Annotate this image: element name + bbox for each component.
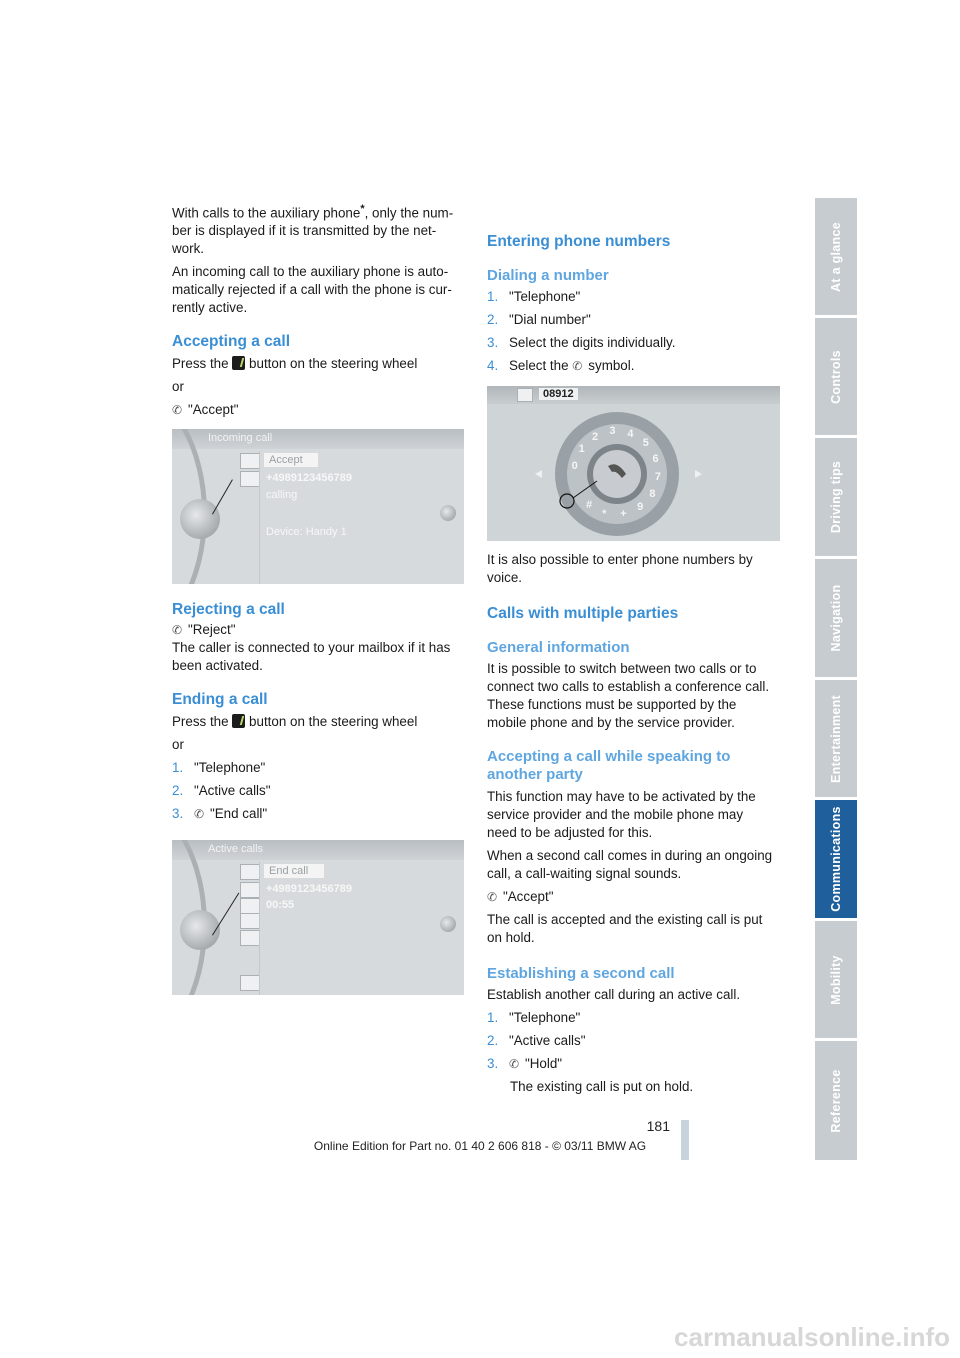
page-number: 181 [646, 1118, 670, 1134]
dial-digit: * [602, 507, 607, 520]
function-paragraph: This function may have to be activated by the service provider and the mobile phone may need to be adjusted for this. [487, 789, 756, 840]
dial-wheel [487, 386, 780, 541]
accepting-heading: Accepting a call [172, 333, 291, 351]
screen-title: Active calls [208, 843, 264, 856]
accept-menu-item: Accept [264, 453, 318, 467]
entering-heading: Entering phone numbers [487, 233, 671, 250]
steering-wheel-phone-button-icon [232, 714, 245, 728]
dial-digit: 1 [578, 442, 585, 455]
press-instruction: Press the button on the steering wheel [172, 356, 418, 372]
dial-digit: 7 [654, 470, 661, 483]
section-tabs [815, 198, 857, 1160]
reject-call-icon [240, 471, 260, 487]
phone-accept-icon: ✆ [172, 403, 183, 418]
list-item: 1. "Telephone" [487, 1010, 581, 1025]
list-item: 2. "Dial number" [487, 312, 591, 327]
device-name: Device: Handy 1 [266, 526, 347, 539]
end-call-menu-item: End call [264, 864, 324, 878]
voice-paragraph: It is also possible to enter phone numbers by voice. [487, 552, 753, 585]
screen-title: Incoming call [208, 432, 273, 445]
controller-knob-icon [180, 499, 220, 539]
auto-reject-paragraph: An incoming call to the auxiliary phone is auto- matically rejected if a call with the phone is cur- rently active. [172, 264, 452, 316]
dial-digit: 6 [652, 452, 659, 465]
press-instruction-end: Press the button on the steering wheel [172, 714, 418, 730]
list-item: 1. "Telephone" [172, 760, 266, 776]
tab-driving-tips[interactable]: Driving tips [815, 438, 857, 556]
caller-number: +4989123456789 [266, 472, 352, 485]
ending-heading: Ending a call [172, 691, 268, 709]
phone-end-icon: ✆ [194, 807, 205, 822]
accept-option: ✆ "Accept" [487, 889, 554, 904]
list-item: 2. "Active calls" [487, 1033, 586, 1048]
reject-explanation: The caller is connected to your mailbox if it has been activated. [172, 640, 451, 674]
accept-call-icon [240, 453, 260, 469]
hold-result: The existing call is put on hold. [510, 1079, 694, 1094]
mute-icon [240, 898, 260, 914]
end-call-icon [240, 864, 260, 880]
dialing-heading: Dialing a number [487, 267, 609, 284]
reject-option: ✆ "Reject" [172, 622, 236, 638]
list-item: 3. Select the digits individually. [487, 335, 676, 350]
contacts-icon [240, 930, 260, 946]
dial-digit: # [586, 499, 593, 512]
call-duration: 00:55 [266, 899, 295, 912]
dial-number-screenshot [487, 386, 780, 541]
phone-reject-icon: ✆ [172, 623, 183, 638]
tab-communications[interactable]: Communications [815, 800, 857, 918]
footer-text: Online Edition for Part no. 01 40 2 606 818 - © 03/11 BMW AG [313, 1139, 647, 1153]
dial-digit: 0 [571, 459, 578, 472]
dial-digit: 4 [627, 427, 634, 440]
call-status: calling [266, 489, 298, 502]
tab-reference[interactable]: Reference [815, 1041, 857, 1160]
general-paragraph: It is possible to switch between two calls or to connect two calls to establish a conference call. These functions must be supported by the mobile phone and by the service provider. [487, 661, 770, 730]
accept-option: ✆ "Accept" [172, 402, 239, 418]
list-item: 3. ✆ "End call" [172, 806, 268, 822]
dial-digit: 8 [649, 488, 656, 500]
keypad-icon [240, 913, 260, 929]
watermark: carmanualsonline.info [674, 1322, 950, 1352]
steering-wheel-phone-button-icon [232, 356, 245, 370]
dialed-number: 08912 [539, 388, 578, 400]
dial-digit: 2 [592, 430, 599, 443]
dial-digit: 3 [609, 425, 616, 438]
right-column [487, 232, 780, 1101]
tab-controls[interactable]: Controls [815, 318, 857, 435]
multi-party-heading: Calls with multiple parties [487, 605, 679, 622]
left-column [172, 200, 464, 995]
second-call-paragraph: When a second call comes in during an ongoing call, a call-waiting signal sounds. [487, 848, 773, 881]
list-item: 1. "Telephone" [487, 289, 581, 304]
or-text: or [172, 379, 184, 395]
active-calls-screenshot [172, 840, 464, 995]
phone-hold-icon: ✆ [509, 1057, 520, 1071]
list-item: 4. Select the ✆ symbol. [487, 358, 635, 373]
incoming-call-screenshot [172, 429, 464, 584]
accepting-while-heading: Accepting a call while speaking to another party [487, 748, 731, 783]
tab-at-a-glance[interactable]: At a glance [815, 198, 857, 315]
phone-accept-icon: ✆ [487, 890, 498, 904]
phone-dial-icon: ✆ [572, 359, 583, 373]
dial-digit: + [620, 508, 627, 521]
hold-icon [240, 882, 260, 898]
rejecting-heading: Rejecting a call [172, 601, 285, 619]
list-item: 2. "Active calls" [172, 783, 271, 799]
dial-digit: 9 [637, 501, 644, 514]
list-item: 3. ✆ "Hold" [487, 1056, 563, 1071]
or-text: or [172, 737, 184, 753]
tab-entertainment[interactable]: Entertainment [815, 680, 857, 797]
tab-navigation[interactable]: Navigation [815, 559, 857, 677]
general-heading: General information [487, 639, 630, 656]
hold-paragraph: The call is accepted and the existing call is put on hold. [487, 912, 763, 945]
intro-paragraph: With calls to the auxiliary phone*, only the num- ber is displayed if it is transmitted by the net- work. [172, 203, 454, 257]
caller-number: +4989123456789 [266, 883, 352, 896]
tab-mobility[interactable]: Mobility [815, 921, 857, 1038]
establish-paragraph: Establish another call during an active call. [487, 987, 741, 1002]
establish-heading: Establishing a second call [487, 965, 675, 982]
dial-digit: 5 [642, 437, 649, 450]
settings-icon [240, 975, 260, 991]
